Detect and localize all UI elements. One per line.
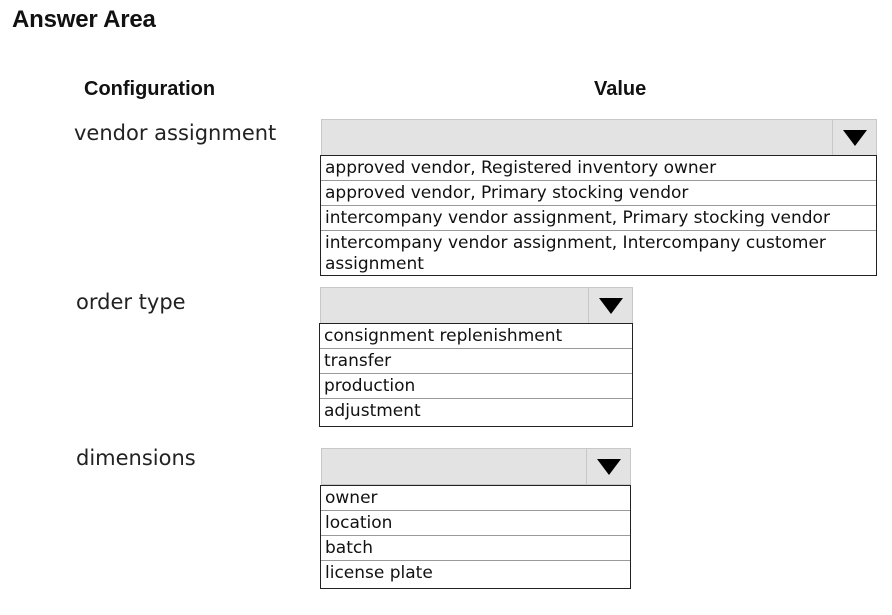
order-type-option[interactable]: adjustment	[324, 401, 421, 421]
vendor-assignment-option[interactable]: intercompany vendor assignment, Intercompany customer assignment	[325, 233, 826, 274]
order-type-dropdown[interactable]	[320, 287, 633, 324]
vendor-assignment-option[interactable]: approved vendor, Registered inventory owner	[321, 156, 876, 181]
vendor-assignment-label: vendor assignment	[74, 121, 277, 145]
configuration-header: Configuration	[84, 78, 216, 100]
vendor-assignment-dropdown-button[interactable]	[832, 120, 876, 155]
dimensions-label: dimensions	[76, 446, 196, 470]
order-type-option[interactable]: consignment replenishment	[320, 324, 632, 349]
order-type-dropdown-button[interactable]	[588, 288, 632, 323]
dimensions-dropdown[interactable]	[321, 448, 631, 485]
vendor-assignment-options	[320, 155, 877, 276]
vendor-assignment-dropdown[interactable]	[321, 119, 877, 156]
order-type-options	[319, 323, 633, 427]
dimensions-dropdown-button[interactable]	[586, 449, 630, 484]
dimensions-option[interactable]: license plate	[325, 563, 433, 583]
chevron-down-icon	[599, 298, 623, 314]
vendor-assignment-option[interactable]: intercompany vendor assignment, Primary stocking vendor	[321, 206, 876, 231]
vendor-assignment-option[interactable]: approved vendor, Primary stocking vendor	[321, 181, 876, 206]
answer-area-title: Answer Area	[12, 6, 156, 33]
order-type-option[interactable]: production	[320, 374, 632, 399]
order-type-option[interactable]: transfer	[320, 349, 632, 374]
dimensions-options	[320, 485, 631, 589]
dimensions-option[interactable]: location	[321, 511, 630, 536]
chevron-down-icon	[843, 130, 867, 146]
chevron-down-icon	[597, 459, 621, 475]
dimensions-option[interactable]: batch	[321, 536, 630, 561]
order-type-label: order type	[76, 290, 186, 314]
value-header: Value	[594, 78, 647, 100]
dimensions-option[interactable]: owner	[321, 486, 630, 511]
